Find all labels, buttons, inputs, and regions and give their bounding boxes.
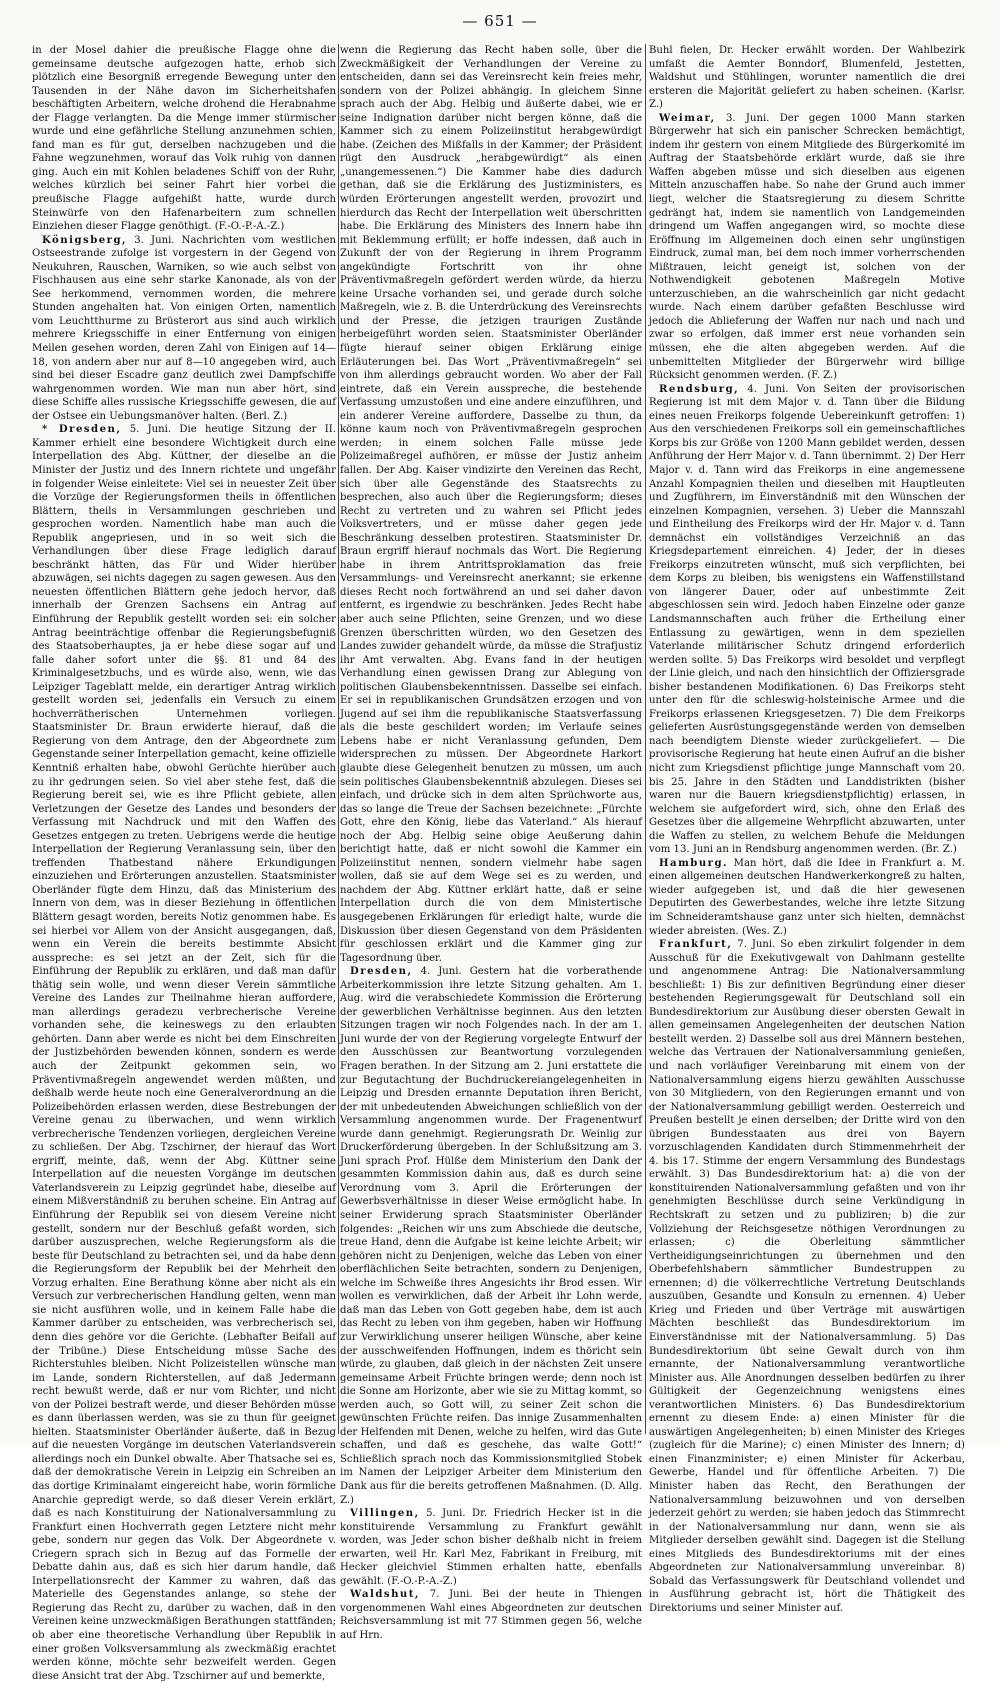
dateline: Villingen, bbox=[350, 1508, 420, 1520]
article-paragraph bbox=[649, 938, 965, 1615]
article-text: 3. Juni. Nachrichten vom westlichen Ostseestrande zufolge ist vorgestern in der Gegend von Neukuhren, Rauschen, Warniken, so wie auch selbst von Fischhausen aus eine sehr starke Kanonade, als von der See herkommend, vernommen worden, die mehrere Stunden angehalten hat. Von einigen Orten, namentlich vom Leuchtthurme zu Brüsterort aus sind auch wirklich mehrere Kriegsschiffe in einer Entfernung von einigen Meilen gesehen worden, deren Zahl von Einigen auf 14—18, von andern aber nur auf 8—10 angegeben wird, auch sind bei dieser Escadre ganz deutlich zwei Dampfschiffe wahrgenommen worden. Wie man nun aber hört, sind diese Schiffe alles russische Kriegsschiffe gewesen, die auf der Ostsee ein Uebungsmanöver halten. (Berl. Z.) bbox=[32, 234, 336, 422]
article-paragraph bbox=[649, 44, 965, 112]
article-paragraph bbox=[340, 1588, 642, 1642]
article-paragraph bbox=[32, 234, 336, 424]
article-paragraph bbox=[32, 423, 336, 1683]
article-paragraph bbox=[649, 383, 965, 857]
article-text: 7. Juni. Bei der heute in Thiengen vorgenommenen Wahl eines Abgeordneten zur deutschen Reichsversammlung ist mit 77 Stimmen gegen 56, welche auf Hrn. bbox=[340, 1589, 642, 1641]
column-rule bbox=[338, 44, 339, 1434]
dateline: Hamburg. bbox=[659, 857, 729, 869]
dateline: Waldshut, bbox=[350, 1589, 420, 1601]
column-3 bbox=[649, 44, 966, 1614]
column-1 bbox=[32, 44, 336, 1682]
dateline: Rendsburg, bbox=[659, 383, 740, 395]
article-paragraph bbox=[649, 112, 965, 383]
article-text: 3. Juni. Der gegen 1000 Mann starken Bürgerwehr hat sich ein panischer Schrecken bemächtigt, indem ihr gestern von einem Mitgliede des Bürgerkomité im Auftrag der Staatsbehörde erklärt wurde, daß sie ihre Waffen abgeben müsse und sich dieselben aus eigenen Mitteln anzuschaffen habe. So nahe der Grund auch immer liegt, welcher die Staatsregierung zu diesem Schritte gedrängt hat, indem sie namentlich von Landgemeinden dringend um Waffen angegangen wird, so mochte diese Eröffnung im Allgemeinen doch einen sehr ungünstigen Eindruck, zumal man, bei dem noch immer vorherrschenden Mißtrauen, leicht geneigt ist, solchen von der Nothwendigkeit gebotenen Maßregeln Motive unterzuschieben, an die wahrscheinlich gar nicht gedacht wurde. Nach einem darüber gefaßten Beschlusse wird jedoch die Ablieferung der Waffen nur nach und nach und zwar so erfolgen, daß immer erst neue vorhanden sein müssen, ehe die alten abgegeben werden. Auf die unbemittelten Mitglieder der Bürgerwehr wird billige Rücksicht genommen werden. (F. Z.) bbox=[649, 112, 966, 382]
dateline: Dresden, bbox=[350, 966, 413, 978]
page-number: — 651 — bbox=[462, 12, 538, 30]
article-paragraph bbox=[32, 44, 336, 234]
article-text: 4. Juni. Gestern hat die vorberathende Arbeiterkommission ihre letzte Sitzung gehalten. Am 1. Aug. wird die verabschiedete Kommission die Erörterung der gewerblichen Verhältnisse beginnen. Aus den letzten Sitzungen tragen wir noch Folgendes nach. In der am 1. Juni wurde der von der Regierung vorgelegte Entwurf der den Ausschüssen zur Beantwortung vorzulegenden Fragen berathen. In der Sitzung am 2. Juni erstattete die zur Begutachtung der Buchdruckereiangelegenheiten in Leipzig und Dresden ernannte Deputation ihren Bericht, der mit unbedeutenden Abweichungen schließlich von der Versammlung angenommen wurde. Der Fragenentwurf wurde dann genehmigt. Regierungsrath Dr. Weinlig zur Druckerförderung übergeben. In der Schlußsitzung am 3. Juni sprach Prof. Hülße dem Ministerium den Dank der gesammten Kommission dahin aus, daß es durch seine Verordnung vom 3. April die Erörterungen der Gewerbsverhältnisse in dieser Weise ermöglicht habe. In seiner Erwiderung sprach Staatsminister Oberländer folgendes: „Reichen wir uns zum Abschiede die deutsche, treue Hand, denn die Aufgabe ist keine leichte Arbeit; wir gehören nicht zu Denjenigen, welche das Leben von einer oberflächlichen Seite betrachten, sondern zu Denjenigen, welche im Schweiße ihres Angesichts ihr Brod essen. Wir wollen es verwirklichen, daß der Arbeit ihr Lohn werde, daß man das Leben von Gott gegeben habe, dem ist auch das Recht zu leben von ihm gegeben, haben wir Hoffnung zur Verwirklichung unserer heiligen Wünsche, aber keine der ausschweifenden Hoffnungen, indem es thöricht sein würde, zu glauben, daß gleich in der nächsten Zeit unsere gemeinsame Arbeit Früchte bringen werde; denn noch ist die Sonne am Horizonte, aber wie sie zu Mittag kommt, so werden auch, so Gott will, zu seiner Zeit schon die gewünschten Früchte reifen. Das innige Zusammenhalten der Helfenden mit Denen, welche zu helfen, wird das Gute schaffen, und daß es geschehe, das walte Gott!“ Schließlich sprach noch das Kommissionsmitglied Stobek im Namen der Leipziger Arbeiter dem Ministerium den Dank aus für die bereits getroffenen Maßnahmen. (D. Allg. Z.) bbox=[340, 966, 642, 1506]
article-paragraph bbox=[340, 44, 642, 965]
article-text: in der Mosel dahier die preußische Flagge ohne die gemeinsame deutsche aufgezogen hatte, erhob sich plötzlich eine Besorgniß erregende Bewegung unter den Tausenden in der Nähe davon im Sicherheitshafen beschäftigten Arbeitern, welche drohend die Herabnahme der Flagge verlangten. Da die Menge immer stürmischer wurde und eine gefährliche Stellung anzunehmen schien, fand man es für gut, derselben nachzugeben und die Fahne wegzunehmen, worauf das Volk ruhig von dannen ging. Auch ein mit Kohlen beladenes Schiff von der Ruhr, welches kürzlich bei seiner Fahrt hier vorbei die preußische Flagge aufgehißt hatte, wurde durch Steinwürfe von den Hafenarbeitern zum schnellen Einziehen dieser Flagge genöthigt. (F.-O.-P.-A.-Z.) bbox=[32, 45, 336, 233]
article-text: 5. Juni. Dr. Friedrich Hecker ist in die konstituirende Versammlung zu Frankfurt gewählt worden, was Jeder schon bisher deßhalb nicht in freiem erwarten, weil Hr. Karl Mez, Fabrikant in Freiburg, mit Hecker gleichviel Stimmen erhalten hatte, ebenfalls gewählt. (F.-O.-P.-A.-Z.) bbox=[340, 1508, 642, 1587]
article-paragraph bbox=[649, 857, 965, 938]
article-paragraph bbox=[340, 1507, 642, 1588]
article-text: 4. Juni. Von Seiten der provisorischen Regierung ist mit dem Major v. d. Tann über die Bildung eines neuen Freikorps folgende Uebereinkunft getroffen: 1) Aus den verschiedenen Freikorps soll ein gemeinschaftliches Korps bis zur Größe von 1200 Mann gebildet werden, dessen Anführung der Herr Major v. d. Tann übernimmt. 2) Der Herr Major v. d. Tann wird das Freikorps in eine angemessene Anzahl Kompagnien theilen und dieselben mit Hauptleuten und Zugführern, im Einverständniß mit den Wünschen der einzelnen Kompagnien, versehen. 3) Ueber die Mannszahl und Eintheilung des Freikorps wird der Hr. Major v. d. Tann demnächst ein vollständiges Verzeichniß an das Kriegsdepartement einreichen. 4) Jeder, der in dieses Freikorps einzutreten wünscht, muß sich verpflichten, bei dem Korps zu bleiben, bis wenigstens ein Waffenstillstand von längerer Dauer, oder auf unbestimmte Zeit abgeschlossen sein wird. Jedoch haben Einzelne oder ganze Landsmannschaften auch früher die Ertheilung einer Entlassung zu gewärtigen, wenn in dem speziellen Vaterlande militärischer Schutz dringend erforderlich werden sollte. 5) Das Freikorps wird besoldet und verpflegt der Linie gleich, und nach den hinsichtlich der Offiziersgrade bisher bestandenen Modifikationen. 6) Das Freikorps steht unter den für die schleswig-holsteinische Armee und die Freikorps erlassenen Kriegsgesetzen. 7) Die dem Freikorps gelieferten Ausrüstungsgegenstände werden von demselben nach beendigtem Dienste wieder zurückgeliefert. — Die provisorische Regierung hat heute einen Aufruf an die bisher nicht zum Kriegsdienst pflichtige junge Mannschaft vom 20. bis 25. Jahre in den Städten und Landdistrikten (bisher waren nur die Bauern kriegsdienstpflichtig) erlassen, in welchem sie aufgefordert wird, sich, ohne den Erlaß des Gesetzes über die allgemeine Wehrpflicht abzuwarten, unter die Waffen zu stellen, zu welchem Behufe die Meldungen vom 13. Juni an in Rendsburg angenommen werden. (Br. Z.) bbox=[649, 383, 965, 856]
article-text: Man hört, daß die Idee in Frankfurt a. M. einen allgemeinen deutschen Handwerkerkongreß zu halten, wieder aufgegeben ist, und daß die hier gewesenen Deputirten des Gewerbestandes, welche ihre letzte Sitzung im Schneideramtshause ganz unter sich hielten, demnächst wieder abreisten. (Wes. Z.) bbox=[649, 857, 965, 937]
column-2 bbox=[340, 44, 642, 1641]
article-text: 7. Juni. So eben zirkulirt folgender in dem Ausschuß für die Exekutivgewalt von Dahlmann gestellte und angenommene Antrag: Die Nationalversammlung beschließt: 1) Bis zur definitiven Begründung einer dieser bestehenden Regierungsgewalt für Deutschland soll ein Bundesdirektorium zur Ausübung dieser obersten Gewalt in allen gemeinsamen Angelegenheiten der deutschen Nation bestellt werden. 2) Dasselbe soll aus drei Männern bestehen, welche das Vertrauen der Nationalversammlung genießen, und nach vorläufiger Vereinbarung mit einem von der Nationalversammlung eigens hierzu gewählten Ausschusse von 30 Mitgliedern, von den Regierungen ernannt und von der Nationalversammlung gebilligt werden. Oesterreich und Preußen bestellt je einen derselben; der Dritte wird von den übrigen Bundesstaaten aus drei von Bayern vorzuschlagenden Kandidaten durch Stimmenmehrheit der 4. bis 17. Stimme der engern Versammlung des Bundestags erwählt. 3) Das Bundesdirektorium hat: a) die von der konstituirenden Nationalversammlung gefaßten und von ihr genehmigten Beschlüsse durch seine Verkündigung in Rechtskraft zu setzen und zu publiziren; b) die zur Vollziehung der Reichsgesetze nöthigen Verordnungen zu erlassen; c) die Oberleitung sämmtlicher Vertheidigungseinrichtungen zu übernehmen und den Oberbefehlshabern sämmtlicher Bundestruppen zu ernennen; d) die völkerrechtliche Vertretung Deutschlands auszuüben, Gesandte und Konsuln zu ernennen. 4) Ueber Krieg und Frieden und über Verträge mit auswärtigen Mächten beschließt das Bundesdirektorium im Einverständnisse mit der Nationalversammlung. 5) Das Bundesdirektorium übt seine Gewalt durch von ihm ernannte, der Nationalversammlung verantwortliche Minister aus. Alle Anordnungen desselben bedürfen zu ihrer Gültigkeit der Gegenzeichnung wenigstens eines verantwortlichen Ministers. 6) Das Bundesdirektorium ernennt zu diesem Ende: a) einen Minister für die auswärtigen Angelegenheiten; b) einen Minister des Krieges (zugleich für die Marine); c) einen Minister des Innern; d) einen Finanzminister; e) einen Minister für Ackerbau, Gewerbe, Handel und für öffentliche Arbeiten. 7) Die Minister haben das Recht, den Berathungen der Nationalversammlung beizuwohnen und von derselben jederzeit gehört zu werden; sie haben jedoch das Stimmrecht in der Nationalversammlung nur dann, wenn sie als Mitglieder derselben gewählt sind. Dagegen ist die Stellung eines Mitglieds des Bundesdirektoriums mit der eines Abgeordneten zur Nationalversammlung unvereinbar. 8) Sobald das Verfassungswerk für Deutschland vollendet und in Ausführung gebracht ist, hört die Thätigkeit des Direktoriums und seiner Minister auf. bbox=[649, 939, 965, 1614]
article-text: 5. Juni. Die heutige Sitzung der II. Kammer erhielt eine besondere Wichtigkeit durch eine Interpellation des Abg. Küttner, der dieselbe an die Minister der Justiz und des Innern richtete und ungefähr in folgender Weise einleitete: Viel sei in neuester Zeit über die Vorzüge der Regierungsformen theils in öffentlichen Blättern, theils in Versammlungen geschrieben und gesprochen worden. Namentlich habe man auch die Republik angepriesen, und in so weit sich die Verhandlungen über diese Frage lediglich darauf beschränkt hätten, das Für und Wider hierüber abzuwägen, sei nichts dagegen zu sagen gewesen. Aus den neuesten öffentlichen Blättern gehe jedoch hervor, daß innerhalb der Grenzen Sachsens ein Antrag auf Einführung der Republik gestellt worden sei: ein solcher Antrag beeinträchtige offenbar die Regierungsbefugniß des Staatsoberhauptes, ja er hebe diese sogar auf und falle daher sofort unter die §§. 81 und 84 des Kriminalgesetzbuchs, und es würde also, wenn, wie das Leipziger Tageblatt melde, ein derartiger Antrag wirklich gestellt worden sei, jedenfalls ein Versuch zu einem hochverrätherischen Unternehmen vorliegen. Staatsminister Dr. Braun erwiderte hierauf, daß die Regierung von dem Antrage, den der Abgeordnete zum Gegenstande seiner Interpellation gemacht, keine offizielle Kenntniß erhalten habe, obwohl Gerüchte hierüber auch zu ihr gedrungen seien. So viel aber stehe fest, daß die Regierung bereit sei, wie es ihre Pflicht gebiete, allen Verletzungen der Gesetze des Landes und besonders der Verfassung mit Nachdruck und mit den Waffen des Gesetzes entgegen zu treten. Uebrigens werde die heutige Interpellation der Regierung Veranlassung sein, über den treffenden Thatbestand nähere Erkundigungen einzuziehen und Erörterungen anzustellen. Staatsminister Oberländer fügte dem Hinzu, daß das Ministerium des Innern von dem, was in dieser Beziehung in öffentlichen Blättern gesagt worden, bereits Notiz genommen habe. Es sei hierbei vor Allem von der Ansicht ausgegangen, daß, wenn ein Verein die bereits bestimmte Absicht ausspreche: es sei jetzt an der Zeit, sich für die Einführung der Republik zu erklären, und daß man dafür thätig sein wolle, und wenn dieser Verein sämmtliche Vereine des Landes zur Theilnahme hieran auffordere, man allerdings geradezu verbrecherische Vereine vorhanden sehe, die keineswegs zu den erlaubten gehörten. Dann aber werde es nicht bei dem Einschreiten der Justizbehörden bewenden können, sondern es werde auch der Zeitpunkt gekommen sein, wo Präventivmaßregeln angewendet werden müßten, und deßhalb werde heute noch eine Generalverordnung an die Polizeibehörden erlassen werden, diese Bestrebungen der Vereine genau zu überwachen, und wenn wirklich verbrecherische Tendenzen vorliegen, dergleichen Vereine zu schließen. Der Abg. Tzschirner, der hierauf das Wort ergriff, meinte, daß, wenn der Abg. Küttner seine Interpellation auf die neuesten Vorgänge im deutschen Vaterlandsverein zu Leipzig gegründet habe, dieselbe auf einem Mißverständniß zu beruhen scheine. Ein Antrag auf Einführung der Republik sei von diesem Vereine nicht gestellt, sondern nur der Beschluß gefaßt worden, sich darüber auszusprechen, welche Regierungsform als die beste für Deutschland zu betrachten sei, und da habe denn die Regierungsform der Republik bei der Mehrheit den Vorzug erhalten. Eine Berathung könne aber nicht als ein Versuch zur verbrecherischen Handlung gelten, wenn man sie nicht ausführen wolle, und in keinem Falle habe die Kammer darüber zu entscheiden, was verbrecherisch sei, denn dies gehöre vor die Gerichte. (Lebhafter Beifall auf der Tribüne.) Diese Entscheidung müsse Sache des Richterstuhles bleiben. Nicht Polizeistellen wünsche man im Lande, sondern Richterstellen, auf daß Jedermann recht bewußt werde, daß er nur vom Richter, und nicht von der Polizei bestraft werde, und dieser Behörden müsse es dann überlassen werden, was sie zu thun für geeignet hielten. Staatsminister Oberländer äußerte, daß in Bezug auf die neuesten Vorgänge im deutschen Vaterlandsverein allerdings noch ein Dunkel obwalte. Aber Thatsache sei es, daß der demokratische Verein in Leipzig ein Schreiben an das dortige Kriminalamt eingereicht habe, worin förmliche Anarchie gepredigt werde, so daß dieser Verein erklärt, daß es nach Konstituirung der Nationalversammlung zu Frankfurt einen Hochverrath gegen Letztere nicht mehr gebe, sondern nur gegen das Volk. Der Abgeordnete v. Criegern sprach sich in Bezug auf das Formelle der Debatte dahin aus, daß es sich hier darum handle, daß Interpellationsrecht der Kammer zu wahren, daß das Materielle des Gegenstandes anlange, so stehe der Regierung das Recht zu, darüber zu wachen, daß in den Vereinen keine unzweckmäßigen Berathungen stattfänden; ob aber eine theoretische Verhandlung über Republik in einer großen Volksversammlung als zweckmäßig erachtet werden könne, möchte sehr bezweifelt werden. Gegen diese Ansicht trat der Abg. Tzschirner auf und bemerkte, bbox=[32, 424, 336, 1682]
dateline: Königsberg, bbox=[42, 234, 128, 246]
article-paragraph bbox=[340, 965, 642, 1507]
dateline: * Dresden, bbox=[42, 424, 122, 436]
dateline: Weimar, bbox=[659, 112, 716, 124]
dateline: Frankfurt, bbox=[659, 939, 733, 951]
article-text: wenn die Regierung das Recht haben solle, über die Zweckmäßigkeit der Verhandlungen der Vereine zu entscheiden, dann sei das Vereinsrecht kein freies mehr, sondern von der Polizei abhängig. In gleichem Sinne sprach auch der Abg. Helbig und äußerte dabei, wie er seine Indignation darüber nicht bergen könne, daß die Kammer sich zu einem Polizeiinstitut herabgewürdigt habe. (Zeichen des Mißfalls in der Kammer; der Präsident rügt den Ausdruck „herabgewürdigt“ als einen „unangemessenen.“) Die Kammer habe dies dadurch gethan, daß sie die Erklärung des Justizministers, es würden Erörterungen angestellt werden, provozirt und hierdurch das Recht der Interpellation weit überschritten habe. Die Erklärung des Ministers des Innern habe ihn mit Beklemmung erfüllt; er hoffe indessen, daß auch in Zukunft der von der Regierung in ihrem Programm angekündigte Fortschritt von ihr ohne Präventivmaßregeln gefördert werden würde, da hierzu keine Ursache vorhanden sei, und gerade durch solche Maßregeln, wie z. B. die Unterdrückung des Vereinsrechts und der Presse, die jetzigen traurigen Zustände herbeigeführt worden seien. Staatsminister Oberländer fügte hierauf seiner obigen Erklärung einige Erläuterungen bei. Das Wort „Präventivmaßregeln“ sei von ihm allerdings gebraucht worden. Wo aber der Fall eintrete, daß ein Verein ausspreche, die bestehende Verfassung umzustoßen und eine andere einzuführen, und ein anderer Vereine auffordere, Dasselbe zu thun, da könne kaum noch von Präventivmaßregeln gesprochen werden; in einem solchen Falle müsse jede Polizeimaßregel aufhören, er müsse der Justiz anheim fallen. Der Abg. Kaiser vindizirte den Vereinen das Recht, sich über alle Gegenstände des Staatsrechts zu besprechen, also auch über die Regierungsform; dieses Recht zu vertreten und zu wahren sei Pflicht jedes Volksvertreters, und er müsse daher gegen jede Beschränkung desselben protestiren. Staatsminister Dr. Braun ergriff hierauf nochmals das Wort. Die Regierung habe in ihrem Antrittsproklamation das freie Versammlungs- und Vereinsrecht anerkannt; sie erkenne dieses Recht noch fortwährend an und sei daher davon entfernt, es irgendwie zu beschränken. Jedes Recht habe aber auch seine Pflichten, seine Grenzen, und wo diese Grenzen überschritten würden, wo den Gesetzen des Landes zuwider gehandelt würde, da müsse die Strafjustiz ihr Amt verwalten. Abg. Evans fand in der heutigen Verhandlung einen gewissen Drang zur Ablegung von politischen Glaubensbekenntnissen. Dasselbe sei einfach. Er sei in republikanischen Grundsätzen erzogen und von Jugend auf sei ihm die republikanische Staatsverfassung als die beste geschildert worden; im Verlaufe seines Lebens habe er nicht Veranlassung gefunden, Dem widersprechen zu müssen. Der Abgeordnete Harkort glaubte diese Gelegenheit benutzen zu müssen, um auch sein politisches Glaubensbekenntniß abzulegen. Dieses sei einfach, und drücke sich in dem alten Sprüchworte aus, das so lange die Treue der Sachsen bezeichnete: „Fürchte Gott, ehre den König, liebe das Vaterland.“ Als hierauf noch der Abg. Helbig seine obige Aeußerung dahin berichtigt hatte, daß er nicht sowohl die Kammer ein Polizeiinstitut nennen, sondern vielmehr habe sagen wollen, daß sie auf dem Wege sei es zu werden, und nachdem der Abg. Küttner erklärt hatte, daß er seine Interpellation durch die von dem Ministertische ausgegebenen Erklärungen für erledigt halte, wurde die Diskussion über diesen Gegenstand von dem Präsidenten für geschlossen erklärt und die Kammer ging zur Tagesordnung über. bbox=[340, 45, 642, 964]
column-rule bbox=[645, 44, 646, 1434]
article-text: Buhl fielen, Dr. Hecker erwählt worden. Der Wahlbezirk umfaßt die Aemter Bonndorf, Blumenfeld, Jestetten, Waldshut und Stühlingen, worunter namentlich die drei ersteren die Majorität geliefert zu haben scheinen. (Karlsr. Z.) bbox=[649, 45, 965, 111]
